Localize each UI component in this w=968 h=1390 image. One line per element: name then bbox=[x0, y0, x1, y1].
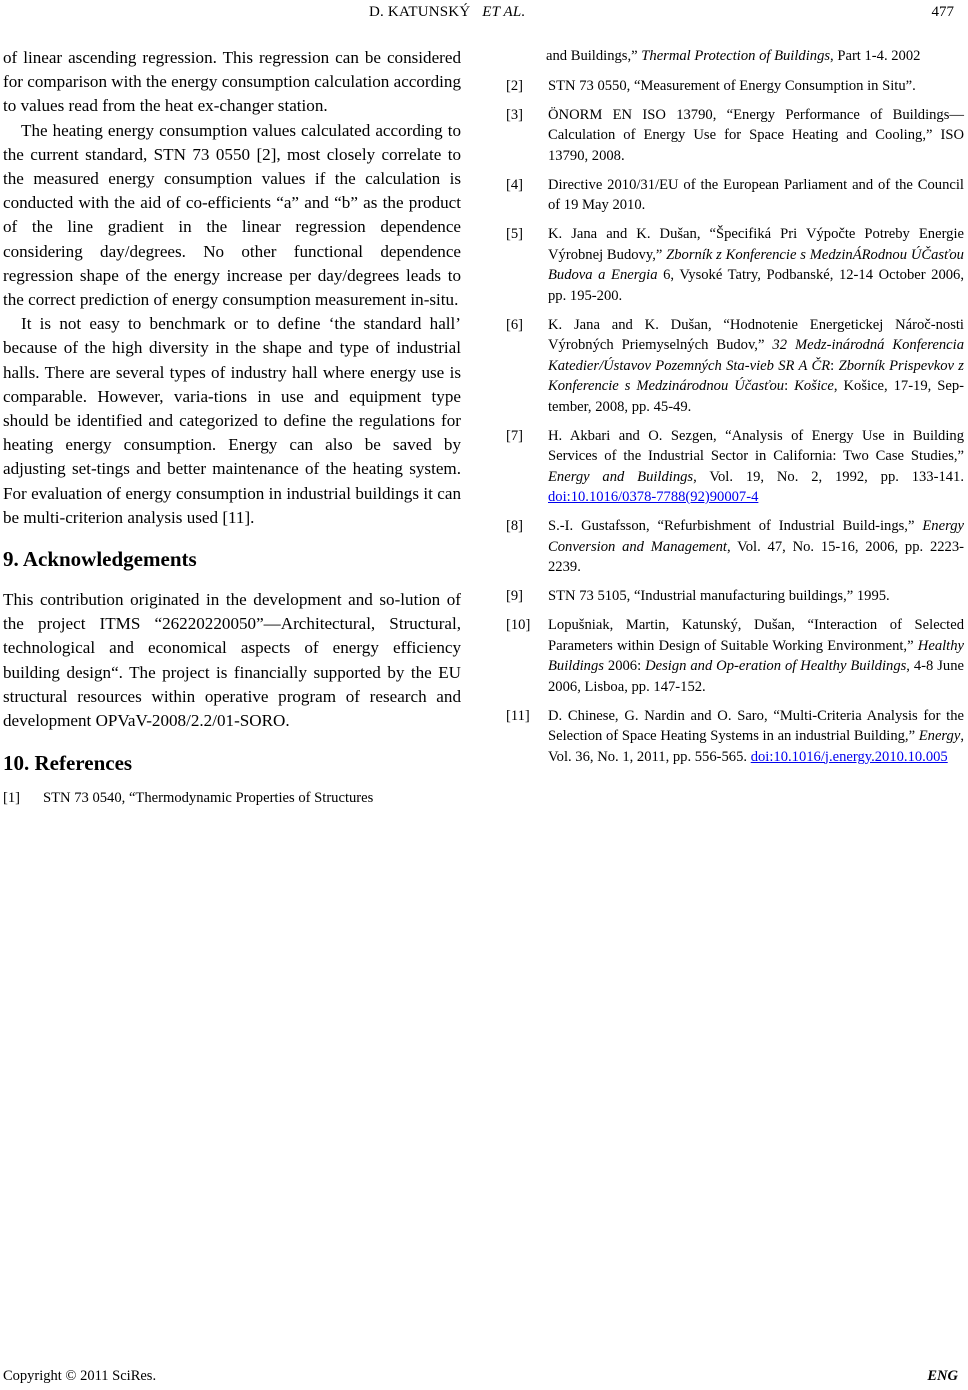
reference-7: [7] H. Akbari and O. Sezgen, “Analysis of Energy Use in Building Services of the Industrial Sector in California: Two Case Studies,” Energy and Buildings, Vol. 19, No. 2, 1992, pp. 133-141. doi:10.1016/0378-7788(92)90007-4 bbox=[506, 427, 965, 505]
reference-number: [2] bbox=[506, 77, 524, 94]
running-header-authors: D. KATUNSKÝ ET AL. bbox=[369, 4, 526, 20]
running-header bbox=[0, 4, 968, 24]
copyright-notice: Copyright © 2011 SciRes. bbox=[3, 1368, 157, 1384]
left-column bbox=[3, 46, 461, 809]
reference-text: STN 73 0550, “Measurement of Energy Consumption in Situ”. bbox=[548, 77, 916, 94]
reference-text: Directive 2010/31/EU of the European Parliament and of the Council of 19 May 2010. bbox=[548, 176, 964, 213]
et-al: ET AL. bbox=[482, 4, 526, 20]
reference-number: [3] bbox=[506, 106, 524, 123]
doi-link[interactable]: doi:10.1016/j.energy.2010.10.005 bbox=[750, 748, 948, 765]
reference-number: [8] bbox=[506, 518, 524, 534]
acknowledgements-heading: 9. Acknowledgements bbox=[3, 547, 197, 572]
reference-3 bbox=[506, 105, 964, 167]
reference-number: [10] bbox=[506, 617, 531, 633]
reference-9 bbox=[506, 586, 964, 607]
reference-number: [7] bbox=[506, 427, 524, 444]
reference-number: [1] bbox=[3, 790, 21, 807]
reference-4 bbox=[506, 175, 964, 216]
body-paragraph-2: The heating energy consumption values calculated according to the current standard, STN 73 0550 [2], most closely correlate to the measured energy consumption values if the calculation is conducted with the aid of co-efficients “a” and “b” as the product of the line gradient in the linear regression dependence considering day/degrees. No other functional dependence regression shape of the energy increase per day/degrees leads to the correct prediction of energy consumption measurement in-situ. bbox=[3, 120, 461, 310]
journal-abbreviation: ENG bbox=[927, 1368, 958, 1384]
reference-10: [10] Lopušniak, Martin, Katunský, Dušan, “Interaction of Selected Parameters within Design of Suitable Working Environment,” Healthy Buildings 2006: Design and Op-eration of Healthy Buildings, 4-8 June 2006, Lisboa, pp. 147-152. bbox=[506, 617, 965, 695]
doi-link[interactable]: doi:10.1016/0378-7788(92)90007-4 bbox=[548, 489, 759, 505]
reference-1 bbox=[3, 788, 461, 809]
reference-2 bbox=[506, 76, 964, 97]
reference-text: ÖNORM EN ISO 13790, “Energy Performance of Buildings—Calculation of Energy Use for Space Heating and Cooling,” ISO 13790, 2008. bbox=[548, 106, 964, 164]
page-number: 477 bbox=[931, 4, 954, 20]
reference-1-continued: and Buildings,” Thermal Protection of Buildings, Part 1-4. 2002 bbox=[546, 48, 921, 64]
reference-text: STN 73 5105, “Industrial manufacturing buildings,” 1995. bbox=[548, 588, 890, 604]
reference-number: [9] bbox=[506, 588, 524, 604]
references-heading: 10. References bbox=[3, 751, 133, 776]
reference-5: [5] K. Jana and K. Dušan, “Špecifiká Pri Výpočte Potreby Energie Výrobnej Budovy,” Zborník z Konferencie s MedzinÁRodnou ÚČasťou Budova a Energia 6, Vysoké Tatry, Podbanské, 12-14 October 2006, pp. 195-200. bbox=[506, 226, 964, 304]
reference-6: [6] K. Jana and K. Dušan, “Hodnotenie Energetickej Nároč-nosti Výrobných Priemyselných Budov,” 32 Medz-inárodná Konferencia Katedier/Ústavov Pozemných Sta-vieb SR A ČR: Zborník Prispevkov z Konferencie s Medzinárodnou Účasťou: Košice, Košice, 17-19, Sep-tember, 2008, pp. 45-49. bbox=[506, 316, 965, 415]
reference-text: STN 73 0540, “Thermodynamic Properties of Structures bbox=[43, 790, 374, 807]
reference-8: [8] S.-I. Gustafsson, “Refurbishment of Industrial Build-ings,” Energy Conversion and Management, Vol. 47, No. 15-16, 2006, pp. 2223-2239. bbox=[506, 518, 964, 575]
reference-number: [11] bbox=[506, 707, 530, 724]
reference-number: [5] bbox=[506, 226, 524, 242]
body-paragraph-3: It is not easy to benchmark or to define ‘the standard hall’ because of the high diversity in the shape and type of industrial halls. There are several types of industry hall where energy use is comparable. However, varia-tions in use and equipment type should be identified and categorized to define the regulations for heating energy consumption. Energy can also be saved by adjusting set-tings and better maintenance of the heating system. For evaluation of energy consumption in industrial buildings it can be multi-criterion analysis used [11]. bbox=[3, 314, 461, 527]
reference-number: [4] bbox=[506, 176, 524, 193]
body-paragraph-1: of linear ascending regression. This regression can be considered for comparison with the energy consumption calculation according to values read from the heat ex-changer station. bbox=[3, 48, 461, 116]
reference-number: [6] bbox=[506, 316, 524, 333]
right-column bbox=[506, 46, 964, 776]
reference-11: [11] D. Chinese, G. Nardin and O. Saro, “Multi-Criteria Analysis for the Selection of Space Heating Systems in an industrial Building,” Energy, Vol. 36, No. 1, 2011, pp. 556-565. doi:10.1016/j.energy.2010.10.005 bbox=[506, 707, 964, 765]
acknowledgements-text: This contribution originated in the development and so-lution of the project ITMS “26220220050”―Architectural, Structural, technological and economical aspects of energy efficiency building design“. The project is financially supported by the EU structural resources within operative program of research and development OPVaV-2008/2.2/01-SORO. bbox=[3, 590, 461, 731]
